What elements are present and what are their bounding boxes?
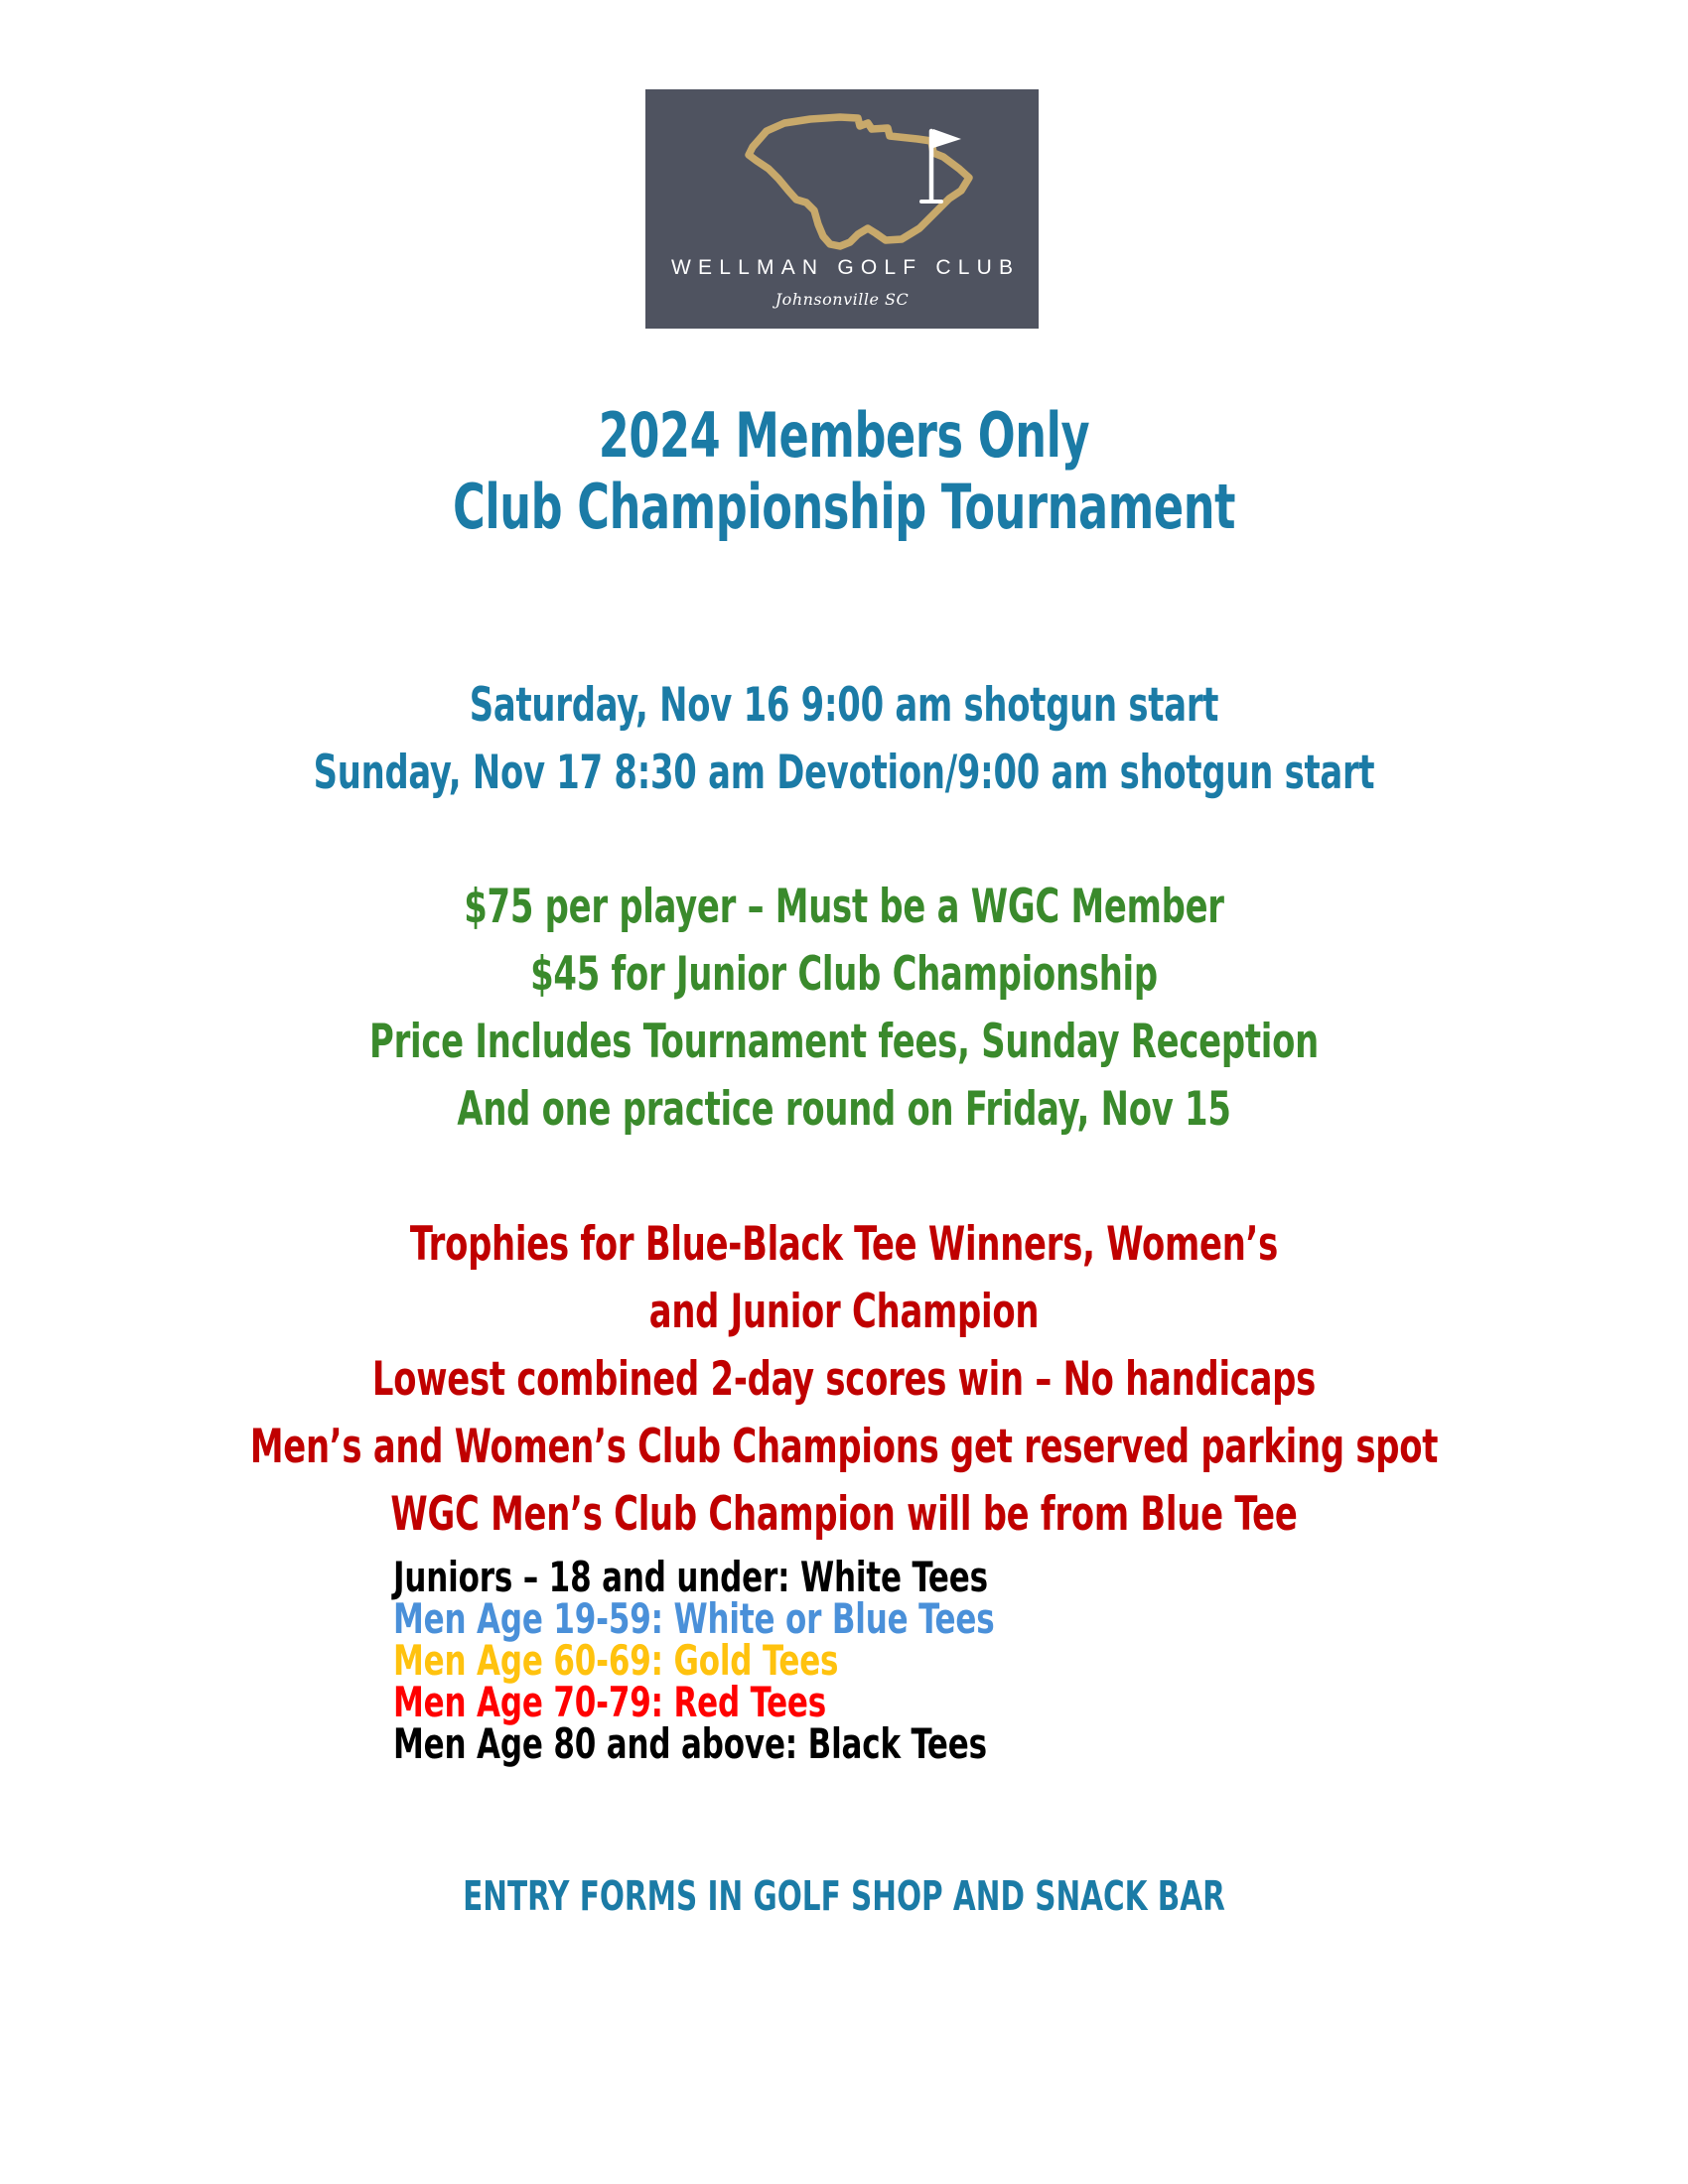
award-line-trophies: Trophies for Blue-Black Tee Winners, Women’s: [409, 1217, 1279, 1272]
fee-line-practice: And one practice round on Friday, Nov 15: [457, 1082, 1231, 1137]
club-wordmark: WELLMAN GOLF CLUB: [671, 256, 1021, 279]
tee-assignment-men-70-79: Men Age 70-79: Red Tees: [393, 1678, 827, 1726]
fee-line-includes: Price Includes Tournament fees, Sunday Reception: [369, 1015, 1319, 1069]
tee-assignment-men-60-69: Men Age 60-69: Gold Tees: [393, 1636, 839, 1685]
south-carolina-outline-icon: [645, 95, 1039, 256]
entry-forms-note: ENTRY FORMS IN GOLF SHOP AND SNACK BAR: [463, 1872, 1225, 1920]
tee-assignment-juniors: Juniors – 18 and under: White Tees: [393, 1553, 988, 1601]
schedule-line-sunday: Sunday, Nov 17 8:30 am Devotion/9:00 am shotgun start: [313, 746, 1375, 800]
schedule-line-saturday: Saturday, Nov 16 9:00 am shotgun start: [469, 678, 1219, 733]
tee-assignment-men-80-plus: Men Age 80 and above: Black Tees: [393, 1719, 987, 1768]
club-logo: [645, 89, 1039, 329]
tee-assignment-men-19-59: Men Age 19-59: White or Blue Tees: [393, 1594, 995, 1643]
title-line-1: 2024 Members Only: [598, 399, 1090, 472]
award-line-blue-tee: WGC Men’s Club Champion will be from Blue Tee: [390, 1487, 1298, 1542]
award-line-junior-champion: and Junior Champion: [648, 1285, 1040, 1339]
fee-line-entry: $75 per player – Must be a WGC Member: [464, 880, 1224, 934]
award-line-parking: Men’s and Women’s Club Champions get reserved parking spot: [249, 1420, 1439, 1474]
fee-line-junior: $45 for Junior Club Championship: [530, 947, 1158, 1002]
tee-assignment-list: [393, 1553, 1287, 1768]
club-location: Johnsonville SC: [774, 290, 910, 309]
title-line-2: Club Championship Tournament: [452, 471, 1236, 543]
award-line-scoring: Lowest combined 2-day scores win – No handicaps: [371, 1352, 1317, 1407]
